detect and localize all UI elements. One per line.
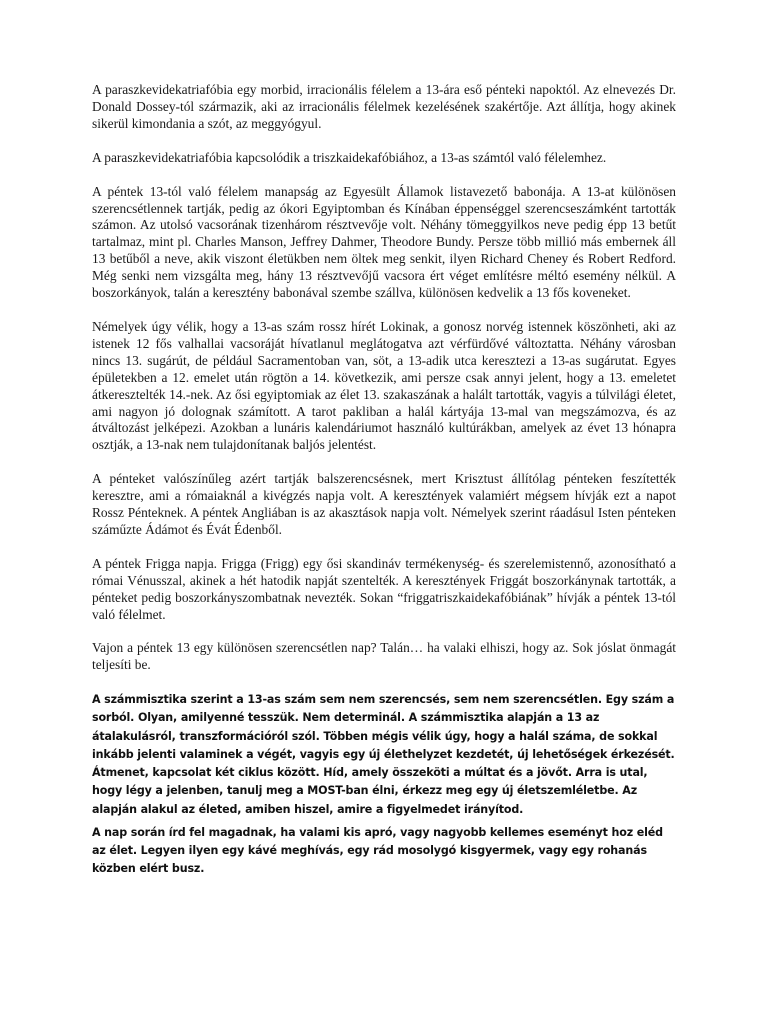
paragraph-triskaidekaphobia: A paraszkevidekatriafóbia kapcsolódik a triszkaidekafóbiához, a 13-as számtól való félelemhez.: [92, 149, 607, 165]
paragraph-loki: Némelyek úgy vélik, hogy a 13-as szám rossz hírét Lokinak, a gonosz norvég istennek köszönheti, aki az istenek 12 fős valhallai vacsoráját hívatlanul meglátogatva azt vérfürdővé változtatta. Néhány városban nincs 13. sugárút, de például Sacramentoban van, söt, a 13-adik utca keresztezi a 13-as sugárutat. Egyes épületekben a 12. emelet után rögtön a 14. következik, ami persze csak annyi jelent, hogy a 13. emeletet átkeresztelték 14.-nek. Az ősi egyiptomiak az élet 13. szakaszának a halált tartották, vagyis a túlvilági életet, ami nagyon jó dolognak számított. A tarot pakliban a halál kártyája 13-mal van megszámozva, és az átváltozást jelképezi. Azokban a lunáris kalendáriumot használó kultúrákban, amelyek az évet 13 hónapra osztják, a 13-nak nem tulajdonítanak baljós jelentést.: [92, 318, 676, 453]
paragraph-frigga: A péntek Frigga napja. Frigga (Frigg) egy ősi skandináv termékenység- és szerelemistennő, azonosítható a római Vénusszal, akinek a hét hatodik napját szentelték. A keresztények Friggát boszorkánynak tartották, a pénteket pedig boszorkányszombatnak nevezték. Sokan “friggatriszkaidekafóbiának” hívják a péntek 13-tól való félelmet.: [92, 555, 676, 622]
paragraph-question: Vajon a péntek 13 egy különösen szerencsétlen nap? Talán… ha valaki elhiszi, hogy az. Sok jóslat önmagát teljesíti be.: [92, 640, 676, 673]
numerology-section: [92, 691, 676, 878]
paragraph-definition: A paraszkevidekatriafóbia egy morbid, irracionális félelem a 13-ára eső pénteki napoktól. Az elnevezés Dr. Donald Dossey-tól származik, aki az irracionális félelmek kezelésének szakértője. Azt állítja, hogy akinek sikerül kimondania a szót, az meggyógyul.: [92, 82, 676, 131]
paragraph-numerology: A számmisztika szerint a 13-as szám sem nem szerencsés, sem nem szerencsétlen. Egy szám a sorból. Olyan, amilyenné tesszük. Nem determinál. A számmisztika alapján a 13 az átalakulásról, transzformációról szól. Többen mégis vélik úgy, hogy a halál száma, de sokkal inkább jelenti valaminek a végét, vagyis egy új élethelyzet kezdetét, új lehetőségek érkezését. Átmenet, kapcsolat két ciklus között. Híd, amely összeköti a múltat és a jövőt. Arra is utal, hogy légy a jelenben, tanulj meg a MOST-ban élni, érkezz meg egy új életszemléletbe. Az alapján alakul az életed, amiben hiszel, amire a figyelmedet irányítod.: [92, 693, 675, 816]
paragraph-friday: A pénteket valószínűleg azért tartják balszerencsésnek, mert Krisztust állítólag pénteken feszítették keresztre, ami a rómaiaknál a kivégzés napja volt. A keresztények valamiért mégsem hívják ezt a napot Rossz Pénteknek. A péntek Angliában is az akasztások napja volt. Némelyek szerint ráadásul Isten pénteken száműzte Ádámot és Évát Édenből.: [92, 471, 676, 537]
serif-text-section: [92, 82, 676, 674]
document-page: [92, 82, 676, 883]
paragraph-superstition: A péntek 13-tól való félelem manapság az Egyesült Államok listavezető babonája. A 13-at különösen szerencsétlennek tartják, pedig az ókori Egyiptomban és Kínában éppenséggel szerencseszámként tartották számon. Az utolsó vacsorának tizenhárom résztvevője volt. Néhány tömeggyilkos neve pedig épp 13 betűt tartalmaz, mint pl. Charles Manson, Jeffrey Dahmer, Theodore Bundy. Persze több millió más embernek áll 13 betűből a neve, akik viszont életükben nem öltek meg senkit, ilyen Richard Cheney és Robert Redford. Még senki nem vizsgálta meg, hány 13 résztvevőjű vacsora ért véget említésre méltó esemény nélkül. A boszorkányok, talán a keresztény babonával szembe szállva, különösen kedvelik a 13 fős koveneket.: [92, 183, 676, 301]
paragraph-advice: A nap során írd fel magadnak, ha valami kis apró, vagy nagyobb kellemes eseményt hoz eléd az élet. Legyen ilyen egy kávé meghívás, egy rád mosolygó kisgyermek, vagy egy rohanás közben elért busz.: [92, 825, 663, 876]
